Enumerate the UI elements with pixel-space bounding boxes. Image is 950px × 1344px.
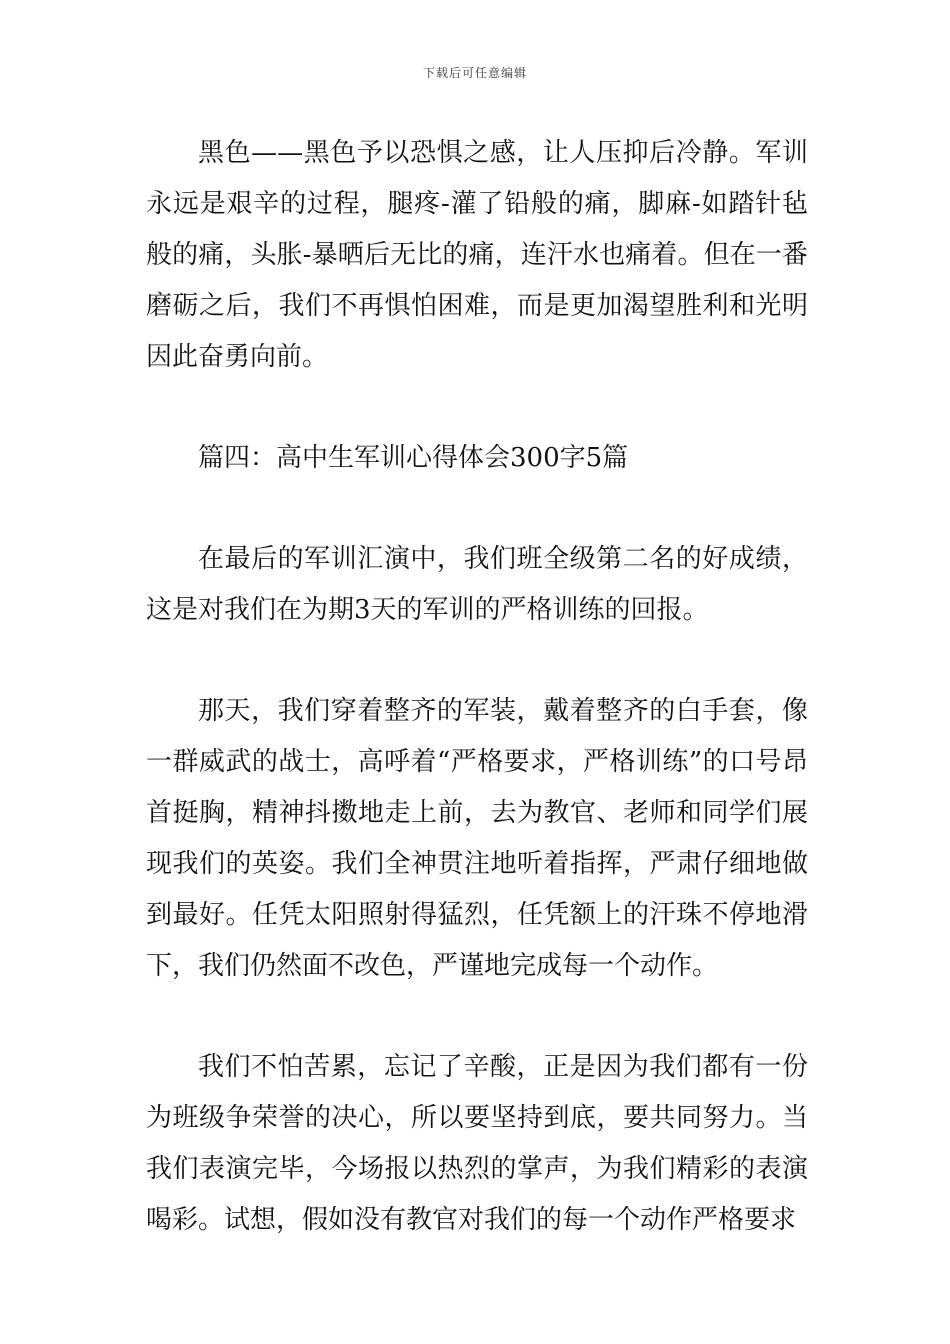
paragraph-spacer [146, 383, 808, 433]
paragraph-that-day: 那天，我们穿着整齐的军装，戴着整齐的白手套，像一群威武的战士，高呼着“严格要求，严格训练”的口号昂首挺胸，精神抖擞地走上前，去为教官、老师和同学们展现我们的英姿。我们全神贯注地听着指挥，严肃仔细地做到最好。任凭太阳照射得猛烈，任凭额上的汗珠不停地滑下，我们仍然面不改色，严谨地完成每一个动作。 [146, 696, 808, 981]
paragraph-drill-performance: 在最后的军训汇演中，我们班全级第二名的好成绩，这是对我们在为期3天的军训的严格训练的回报。 [146, 544, 808, 625]
page-header: 下载后可任意编辑 [422, 66, 527, 80]
document-body [146, 128, 808, 1246]
paragraph-black-color: 黑色——黑色予以恐惧之感，让人压抑后冷静。军训永远是艰辛的过程，腿疼-灌了铅般的痛，脚麻-如踏针毡般的痛，头胀-暴晒后无比的痛，连汗水也痛着。但在一番磨砺之后，我们不再惧怕困难，而是更加渴望胜利和光明因此奋勇向前。 [146, 138, 808, 372]
paragraph-spacer [146, 636, 808, 686]
paragraph-spacer [146, 992, 808, 1042]
section-title: 篇四：高中生军训心得体会300字5篇 [198, 443, 629, 473]
paragraph-spacer [146, 484, 808, 534]
paragraph-not-afraid: 我们不怕苦累，忘记了辛酸，正是因为我们都有一份为班级争荣誉的决心，所以要坚持到底，要共同努力。当我们表演完毕，今场报以热烈的掌声，为我们精彩的表演喝彩。试想，假如没有教官对我们的每一个动作严格要求 [146, 1052, 808, 1235]
